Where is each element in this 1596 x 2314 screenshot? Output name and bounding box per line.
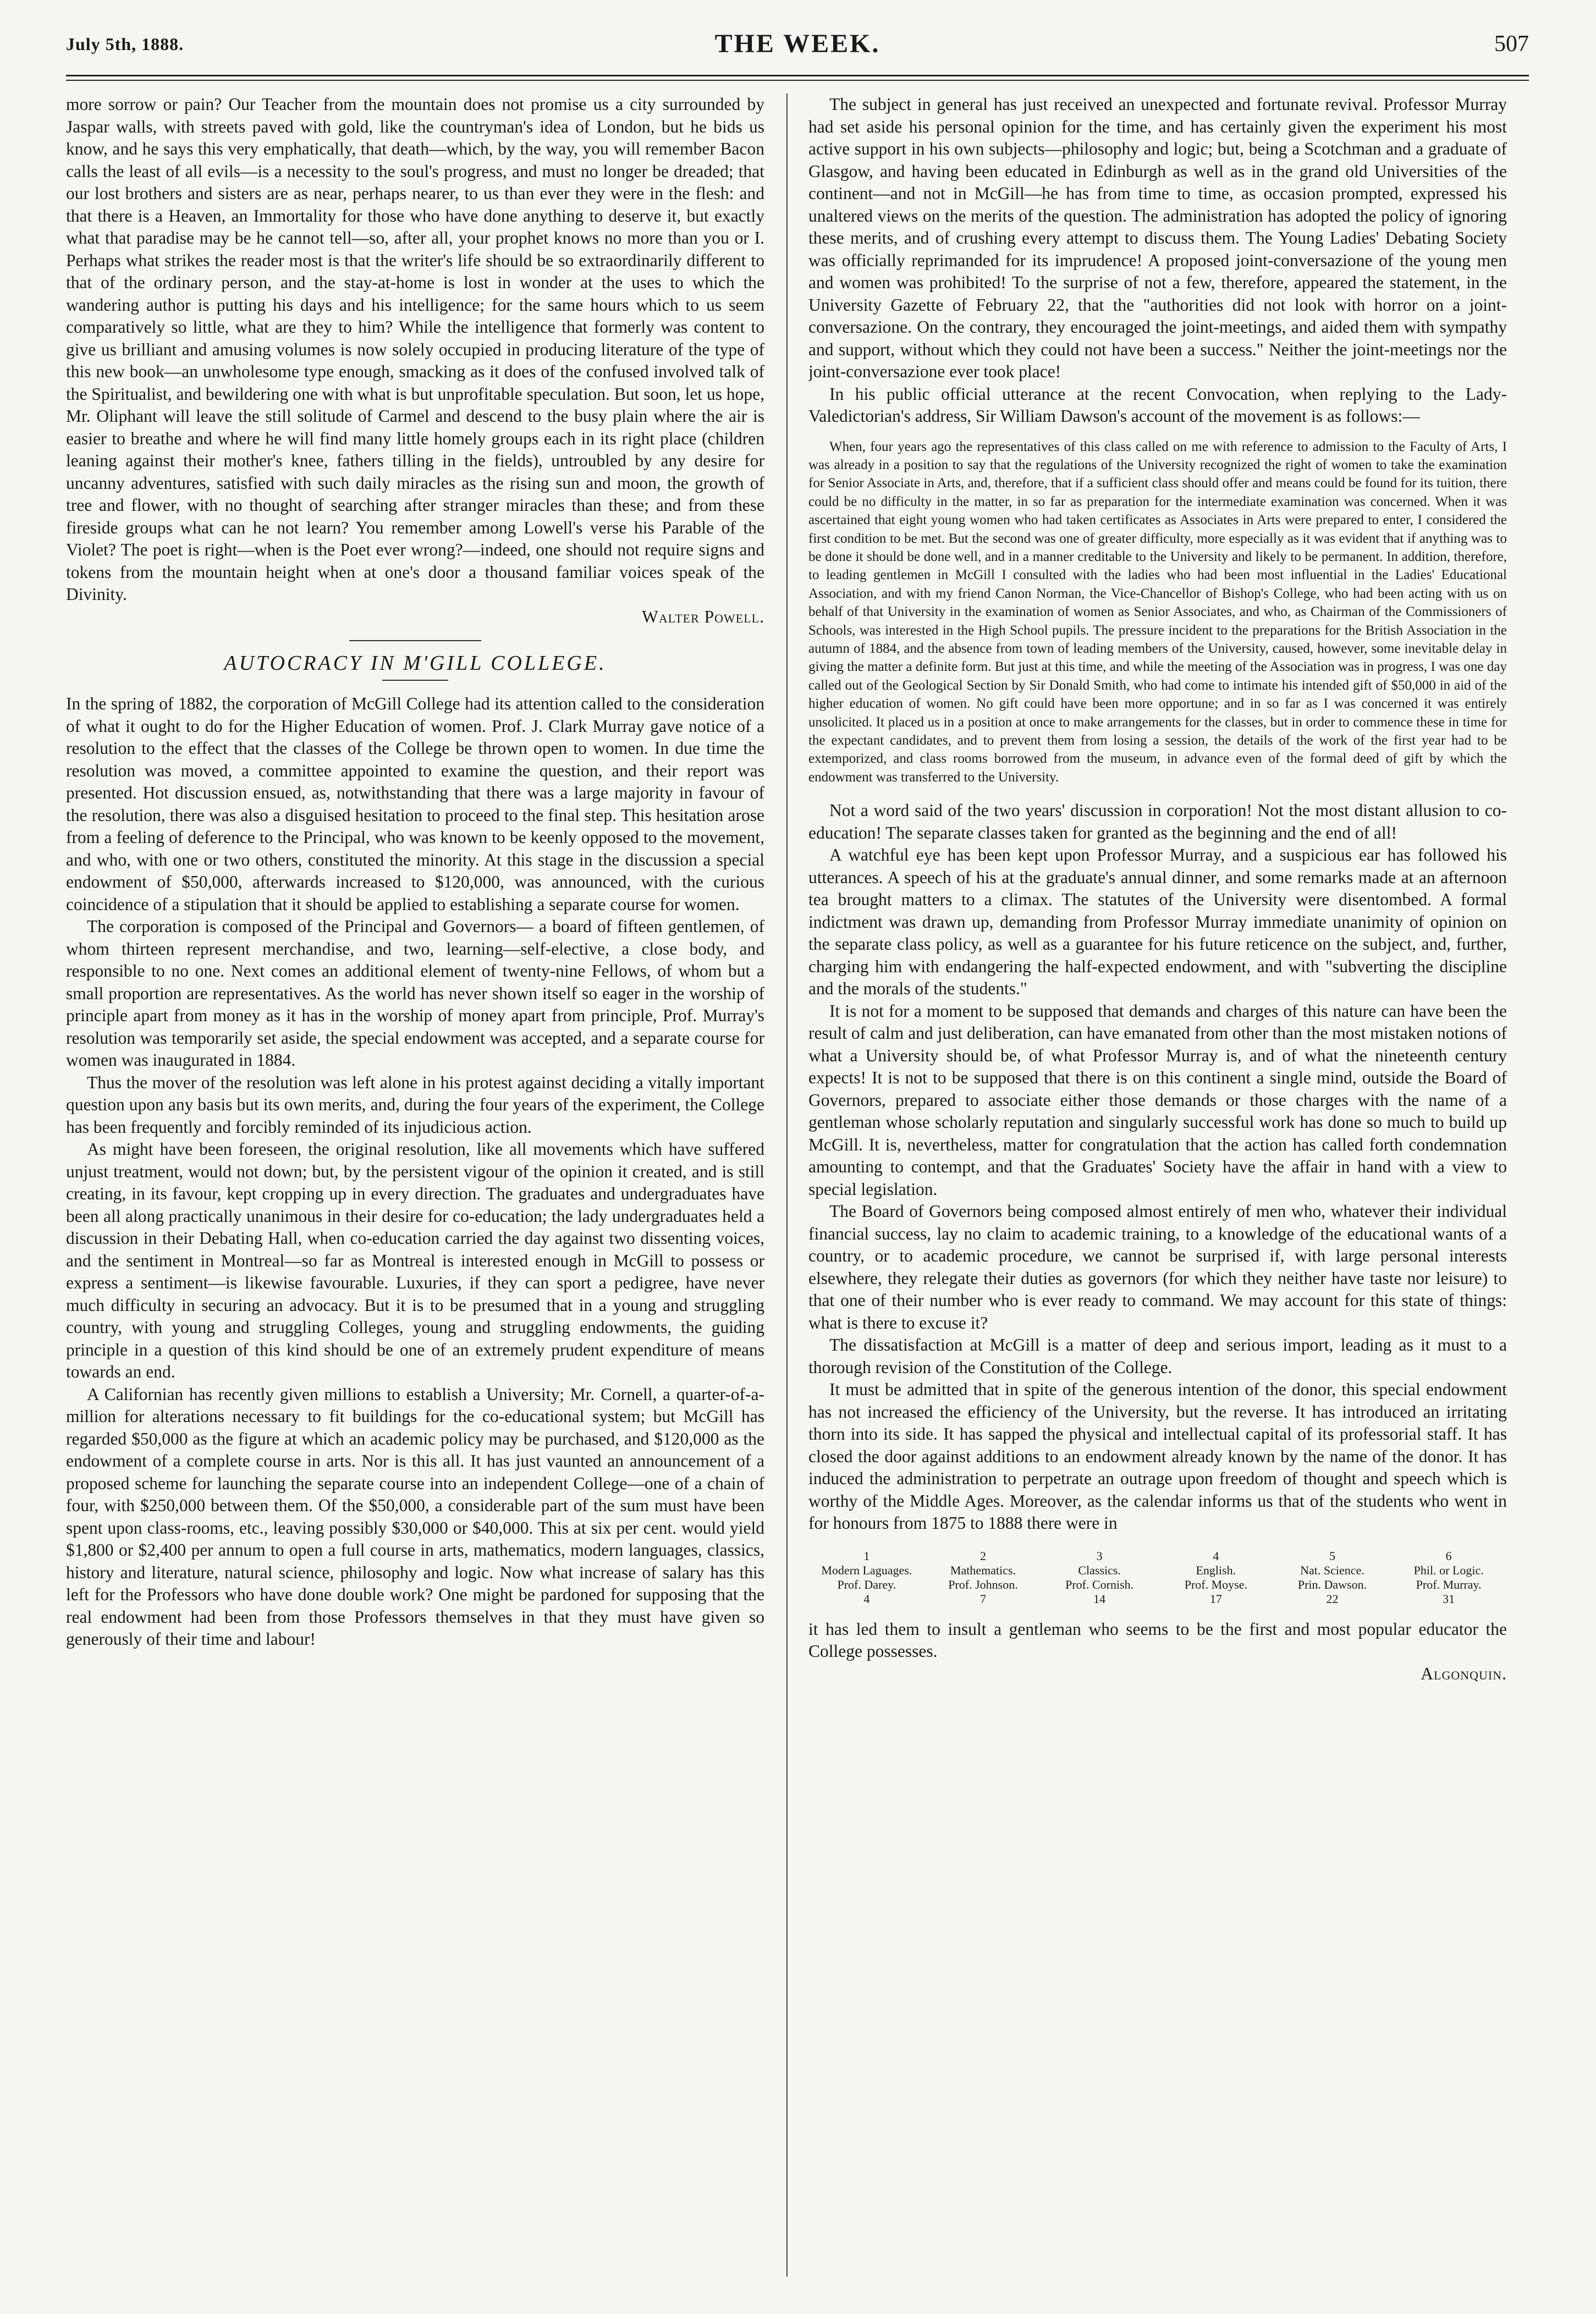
honours-professor: Prof. Darey. bbox=[837, 1577, 896, 1591]
article-paragraph: The corporation is composed of the Principal and Governors— a board of fifteen gentlemen, of whom thirteen represent merchandise, and two, learning—self-elective, a close body, and responsible to no one. Next comes an additional element of twenty-nine Fellows, of whom but a small proportion are representatives. As the world has never shown itself so eager in the worship of principle apart from money as it has in the worship of money apart from principle, Prof. Murray's resolution was temporarily set aside, the special endowment was accepted, and a separate course for women was inaugurated in 1884. bbox=[66, 917, 764, 1070]
honours-table bbox=[808, 1549, 1507, 1606]
dawson-quote bbox=[808, 438, 1507, 787]
article-paragraph: The dissatisfaction at McGill is a matter of deep and serious import, leading as it must to a thorough revision of the Constitution of the College. bbox=[808, 1335, 1507, 1377]
article-paragraph: The Board of Governors being composed almost entirely of men who, whatever their individual financial success, lay no claim to academic training, to a knowledge of the educational wants of a country, or to academic procedure, we cannot be surprised if, with large personal interests elsewhere, they relegate their duties as governors (for which they neither have taste nor leisure) to that one of their number who is ever ready to command. We may account for this state of things: what is there to excuse it? bbox=[808, 1202, 1507, 1332]
article-signature: Algonquin. bbox=[1421, 1663, 1507, 1683]
page-number: 507 bbox=[1494, 31, 1529, 57]
article-paragraph: In his public official utterance at the recent Convocation, when replying to the Lady-Valedictorian's address, Sir William Dawson's account of the movement is as follows:— bbox=[808, 384, 1507, 426]
quote-text: When, four years ago the representatives of this class called on me with reference to admission to the Faculty of Arts, I was already in a position to say that the regulations of the University recognized the right of women to take the examination for Senior Associate in Arts, and, therefore, that if a sufficient class should offer and means could be found for its tuition, there could be no difficulty in the matter, in so far as preparation for the intermediate examination was concerned. When it was ascertained that eight young women who had taken certificates as Associates in Arts were prepared to enter, I considered the first condition to be met. But the second was one of greater difficulty, more especially as it was evident that if anything was to be done it should be done well, and in a manner creditable to the University and likely to be permanent. In addition, therefore, to leading gentlemen in McGill I consulted with the ladies who had been most influential in the Ladies' Educational Association, and with my friend Canon Norman, the Vice-Chancellor of Bishop's College, who had been acting with us on behalf of that University in the examination of women as Senior Associates, and who, as Chairman of the Commissioners of Schools, was interested in the High School pupils. The pressure incident to the preparations for the British Association in the autumn of 1884, and the absence from town of leading members of the University, caused, however, some inevitable delay in giving the matter a definite form. But just at this time, and while the meeting of the Association was in progress, I was one day called out of the Geological Section by Sir Donald Smith, who had come to intimate his intended gift of $50,000 in aid of the higher education of women. No gift could have been more opportune; and in so far as I was concerned it was entirely unsolicited. It placed us in a position at once to make arrangements for the classes, but in order to commence these in time for the expectant candidates, and to prevent them from losing a session, the details of the work of the first year had to be extemporized, and class rooms borrowed from the museum, in advance even of the formal deed of gift by which the endowment was transferred to the University. bbox=[808, 439, 1507, 785]
honours-count: 17 bbox=[1209, 1591, 1222, 1606]
honours-subject: Phil. or Logic. bbox=[1413, 1563, 1484, 1577]
article-signature-line bbox=[808, 1663, 1507, 1685]
masthead bbox=[66, 27, 1529, 60]
honours-number: 3 bbox=[1096, 1549, 1103, 1563]
article-title: AUTOCRACY IN M'GILL COLLEGE. bbox=[224, 652, 607, 675]
honours-count: 14 bbox=[1093, 1591, 1106, 1606]
article-paragraph: Thus the mover of the resolution was left alone in his protest against deciding a vitally important question upon any basis but its own merits, and, during the four years of the experiment, the College has been frequently and forcibly reminded of its injudicious action. bbox=[66, 1072, 764, 1137]
honours-subject: Modern Laguages. bbox=[821, 1563, 912, 1577]
honours-subject: Mathematics. bbox=[950, 1563, 1016, 1577]
article-paragraph: Not a word said of the two years' discussion in corporation! Not the most distant allusion to co-education! The separate classes taken for granted as the beginning and the end of all! bbox=[808, 801, 1507, 842]
article-paragraph: It must be admitted that in spite of the generous intention of the donor, this special endowment has not increased the efficiency of the University, but the reverse. It has introduced an irritating thorn into its side. It has sapped the physical and intellectual capital of its professorial staff. It has closed the door against additions to an endowment already known by the name of the donor. It has induced the administration to perpetrate an outrage upon freedom of thought and speech which is worthy of the Middle Ages. Moreover, as the calendar informs us that of the students who went in for honours from 1875 to 1888 there were in bbox=[808, 1380, 1507, 1533]
honours-professor: Prof. Moyse. bbox=[1184, 1577, 1247, 1591]
honours-count: 7 bbox=[979, 1591, 986, 1606]
article-separator bbox=[349, 640, 481, 641]
honours-subject: English. bbox=[1196, 1563, 1236, 1577]
honours-professor: Prin. Dawson. bbox=[1297, 1577, 1367, 1591]
newspaper-page bbox=[66, 27, 1529, 2288]
article-paragraph: In the spring of 1882, the corporation of McGill College had its attention called to the consideration of what it ought to do for the Higher Education of women. Prof. J. Clark Murray gave notice of a resolution to the effect that the classes of the College be thrown open to women. In due time the resolution was moved, a committee appointed to examine the question, and their report was presented. Hot discussion ensued, as, notwithstanding that there was a large majority in favour of the resolution, there was also a disguised hesitation to proceed to the final step. This hesitation arose from a feeling of deference to the Principal, who was known to be keenly opposed to the movement, and who, with one or two others, constituted the minority. At this stage in the discussion a special endowment of $50,000, afterwards increased to $120,000, was announced, with the curious coincidence of a stipulation that it should be applied to establishing a separate course for women. bbox=[66, 694, 764, 914]
masthead-rule bbox=[66, 75, 1529, 81]
honours-professor: Prof. Murray. bbox=[1416, 1577, 1482, 1591]
article-paragraph: A watchful eye has been kept upon Professor Murray, and a suspicious ear has followed his utterances. A speech of his at the graduate's annual dinner, and some remarks made at an afternoon tea brought matters to a climax. The statutes of the University were disentombed. A formal indictment was drawn up, demanding from Professor Murray immediate unanimity of opinion on the separate class policy, as well as a guarantee for his future reticence on the subject, and, further, charging him with endangering the half-expected endowment, and with "subverting the discipline and the morals of the students." bbox=[808, 845, 1507, 999]
honours-subject: Nat. Science. bbox=[1300, 1563, 1364, 1577]
publication-title: THE WEEK. bbox=[714, 29, 880, 58]
honours-number: 4 bbox=[1213, 1549, 1219, 1563]
column-divider bbox=[786, 93, 788, 2277]
review-signature-line bbox=[66, 606, 764, 629]
article-paragraph: The subject in general has just received an unexpected and fortunate revival. Professor Murray had set aside his personal opinion for the time, and has certainly given the experiment his most active support in his own subjects—philosophy and logic; but, being a Scotchman and a graduate of Glasgow, and having been educated in Edinburgh as well as in the grand old Universities of the continent—and not in McGill—he has from time to time, as occasion prompted, expressed his unaltered views on the merits of the question. The administration has adopted the policy of ignoring these merits, and of crushing every attempt to discuss them. The Young Ladies' Debating Society was officially reprimanded for its imprudence! A proposed joint-conversazione of the young men and women was prohibited! To the surprise of not a few, therefore, appeared the statement, in the University Gazette of February 22, that the "authorities did not look with horror on a joint-conversazione. On the contrary, they encouraged the joint-meetings, and aided them with sympathy and support, without which they could not have been a success." Neither the joint-meetings nor the joint-conversazione ever took place! bbox=[808, 95, 1507, 381]
left-column bbox=[66, 93, 764, 2288]
closing-paragraph: it has led them to insult a gentleman who seems to be the first and most popular educator the College possesses. bbox=[808, 1619, 1507, 1661]
article-paragraph: It is not for a moment to be supposed that demands and charges of this nature can have been the result of calm and just deliberation, can have emanated from other than the most mistaken notions of what a University should be, of what Professor Murray is, and of what the nineteenth century expects! It is not to be supposed that there is on this continent a single mind, outside the Board of Governors, prepared to associate either those demands or those charges with the name of a gentleman whose scholarly reputation and singularly successful work has done so much to build up McGill. It is, nevertheless, matter for congratulation that the action has called forth condemnation amounting to contempt, and that the Graduates' Society have the affair in hand with a view to special legislation. bbox=[808, 1001, 1507, 1199]
columns bbox=[66, 93, 1529, 2288]
article-paragraph: As might have been foreseen, the original resolution, like all movements which have suffered unjust treatment, would not down; but, by the persistent vigour of the opinion it created, and is still creating, in its favour, kept cropping up in every direction. The graduates and undergraduates have been all along practically unanimous in their desire for co-education; the lady undergraduates held a discussion in their Debating Hall, when co-education carried the day against two dissenting voices, and the sentiment in Montreal—so far as Montreal is interested enough in McGill to possess or express a sentiment—is likewise favourable. Luxuries, if they can sport a pedigree, have never much difficulty in securing an advocacy. But it is to be presumed that in a young and struggling country, with young and struggling Colleges, young and struggling endowments, the guiding principle in a question of this kind should be one of an extremely prudent expenditure of means towards an end. bbox=[66, 1139, 764, 1381]
honours-professor: Prof. Cornish. bbox=[1065, 1577, 1134, 1591]
honours-number: 1 bbox=[863, 1549, 870, 1563]
honours-number: 2 bbox=[979, 1549, 986, 1563]
continued-review-paragraph: more sorrow or pain? Our Teacher from the mountain does not promise us a city surrounded by Jaspar walls, with streets paved with gold, like the countryman's idea of London, but he bids us know, and he says this very emphatically, that death—which, by the way, you will remember Bacon calls the least of all evils—is a necessity to the soul's progress, and must no longer be dreaded; that our lost brothers and sisters are as near, perhaps nearer, to us than ever they were in the flesh: and that there is a Heaven, an Immortality for those who have done anything to deserve it, but exactly what that paradise may be he cannot tell—so, after all, your prophet knows no more than you or I. Perhaps what strikes the reader most is that the writer's life should be so extraordinarily different to that of the ordinary person, and the stay-at-home is lost in wonder at the uses to which the wandering author is putting his days and his intelligence; for the same hours which to us seem comparatively so little, what are they to him? While the intelligence that formerly was content to give us brilliant and amusing volumes is now solely occupied in producing literature of the type of this new book—an unwholesome type enough, smacking as it does of the confused involved talk of the Spiritualist, and bewildering one with what is but unprofitable speculation. But soon, let us hope, Mr. Oliphant will leave the still solitude of Carmel and descend to the busy plain where the air is easier to breathe and where he will find many little homely groups each in its right place (children leaning against their mother's knee, fathers tilling in the fields), untroubled by any desire for uncanny adventures, satisfied with such daily miracles as the rising sun and moon, the growth of tree and flower, with no thought of searching after stranger miracles than these; and from these fireside groups what can he not learn? You remember among Lowell's verse his Parable of the Violet? The poet is right—when is the Poet ever wrong?—indeed, one should not require signs and tokens from the mountain height when at one's door a thousand familiar voices speak of the Divinity. bbox=[66, 95, 764, 604]
article-paragraph: A Californian has recently given millions to establish a University; Mr. Cornell, a quarter-of-a-million for alterations necessary to fit buildings for the co-educational system; but McGill has regarded $50,000 as the figure at which an academic policy may be purchased, and $120,000 as the endowment of a complete course in arts. Nor is this all. It has just vaunted an announcement of a proposed scheme for launching the separate course into an independent College—one of a chain of four, with $250,000 between them. Of the $50,000, a considerable part of the sum must have been spent upon class-rooms, etc., leaving possibly $30,000 or $40,000. This at six per cent. would yield $1,800 or $2,400 per annum to open a full course in arts, mathematics, modern languages, classics, history and literature, natural science, philosophy and logic. Now what increase of salary has this left for the Professors who have done double work? One might be pardoned for supposing that the real endowment had been from those Professors themselves in that they must have given so generously of their time and labour! bbox=[66, 1384, 764, 1649]
honours-number: 5 bbox=[1329, 1549, 1335, 1563]
right-column bbox=[808, 93, 1507, 2288]
honours-count: 4 bbox=[863, 1591, 870, 1606]
honours-count: 31 bbox=[1443, 1591, 1455, 1606]
honours-professor: Prof. Johnson. bbox=[948, 1577, 1018, 1591]
honours-subject: Classics. bbox=[1078, 1563, 1121, 1577]
review-signature: Walter Powell. bbox=[642, 607, 764, 626]
issue-date: July 5th, 1888. bbox=[66, 34, 184, 54]
title-rule bbox=[382, 680, 448, 681]
honours-number: 6 bbox=[1445, 1549, 1452, 1563]
honours-count: 22 bbox=[1326, 1591, 1339, 1606]
